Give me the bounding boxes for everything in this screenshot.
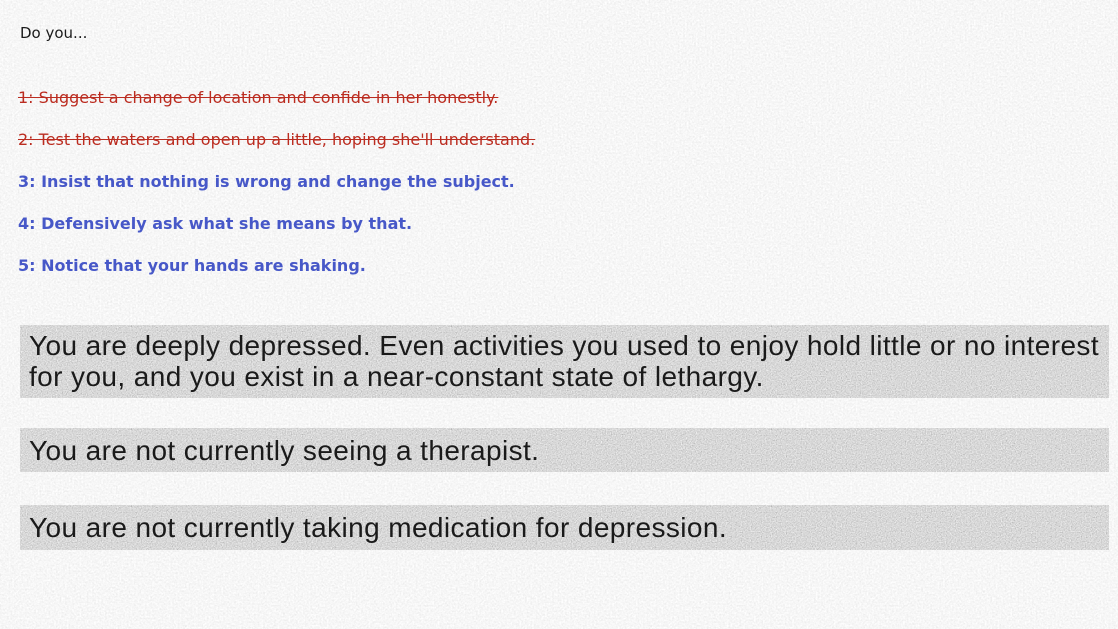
choice-option-5[interactable]: 5: Notice that your hands are shaking.	[18, 256, 366, 275]
choice-option-2: 2: Test the waters and open up a little, hoping she'll understand.	[18, 130, 536, 149]
status-text-therapy: You are not currently seeing a therapist.	[29, 435, 540, 466]
choice-option-1: 1: Suggest a change of location and confide in her honestly.	[18, 88, 499, 107]
status-text-medication: You are not currently taking medication for depression.	[29, 512, 728, 543]
status-panel-depression	[20, 325, 1109, 398]
choice-option-3[interactable]: 3: Insist that nothing is wrong and change the subject.	[18, 172, 515, 191]
status-text-depression: You are deeply depressed. Even activities you used to enjoy hold little or no interest for you, and you exist in a near-constant state of lethargy.	[29, 330, 1100, 392]
status-panel-medication	[20, 505, 1109, 550]
status-panel-therapy	[20, 428, 1109, 472]
prompt-text: Do you...	[20, 24, 88, 42]
choice-list	[18, 89, 535, 299]
choice-option-4[interactable]: 4: Defensively ask what she means by that.	[18, 214, 413, 233]
